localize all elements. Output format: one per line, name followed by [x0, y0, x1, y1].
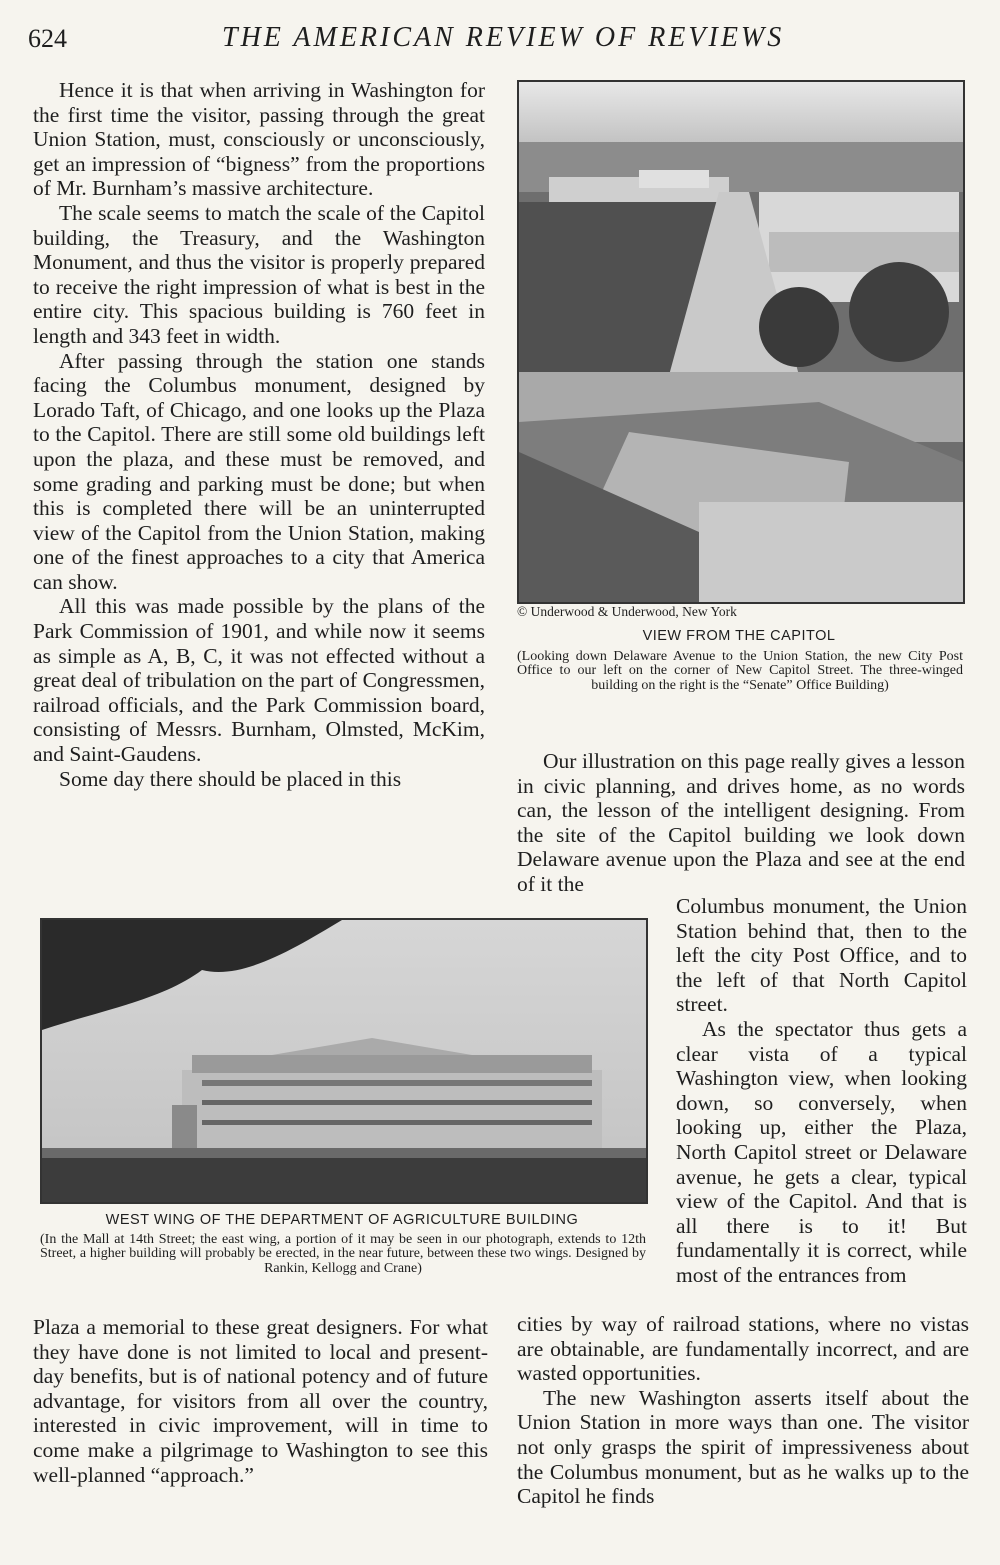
paragraph: cities by way of railroad stations, where no vistas are obtainable, are fundamentally incorrect, and are wasted opportunities.	[517, 1312, 969, 1386]
left-column-continuation	[33, 1315, 488, 1487]
paragraph: The new Washington asserts itself about the Union Station in more ways than one. The visitor not only grasps the spirit of impressiveness about the Columbus monument, but as he walks up to the Capitol he finds	[517, 1385, 969, 1509]
paragraph: After passing through the station one stands facing the Columbus monument, designed by Lorado Taft, of Chicago, and one looks up the Plaza to the Capitol. There are still some old buildings left upon the plaza, and these must be removed, and some grading and parking must be done; but when this is completed there will be an uninterrupted view of the Capitol from the Union Station, making one of the finest approaches to a city that America can show.	[33, 348, 485, 594]
paragraph: All this was made possible by the plans of the Park Commission of 1901, and while now it seems as simple as A, B, C, it was not effected without a great deal of tribulation on the part of Congressmen, railroad officials, and the Park Commission board, consisting of Messrs. Burnham, Olmsted, McKim, and Saint-Gaudens.	[33, 594, 485, 767]
top-photo-title: VIEW FROM THE CAPITOL	[642, 628, 836, 644]
running-title: THE AMERICAN REVIEW OF REVIEWS	[222, 22, 785, 53]
bottom-photo-title: WEST WING OF THE DEPARTMENT OF AGRICULTURE BUILDING	[105, 1212, 579, 1228]
top-photo-caption: (Looking down Delaware Avenue to the Union Station, the new City Post Office to our left on the corner of New Capitol Street. The three-winged building on the right is the “Senate” Office Building)	[517, 649, 963, 693]
photo-credit: © Underwood & Underwood, New York	[517, 604, 737, 619]
paragraph: Hence it is that when arriving in Washington for the first time the visitor, passing through the great Union Station, must, consciously or unconsciously, get an impression of “bigness” from the proportions of Mr. Burnham’s massive architecture.	[33, 78, 485, 201]
left-column	[33, 78, 485, 791]
paragraph: Some day there should be placed in this	[59, 766, 402, 791]
view-from-capitol-photo	[517, 80, 965, 604]
agriculture-building-photo	[40, 918, 648, 1204]
right-column-narrow	[676, 894, 967, 1288]
right-column-bottom	[517, 1312, 969, 1509]
paragraph: The scale seems to match the scale of the Capitol building, the Treasury, and the Washington Monument, and thus the visitor is properly prepared to receive the right impression of what is best in the entire city. This spacious building is 760 feet in length and 343 feet in width.	[33, 200, 485, 348]
paragraph: Plaza a memorial to these great designers. For what they have done is not limited to local and present-day benefits, but is of national potency and of future advantage, for visitors from all over the country, interested in civic improvement, will in time to come make a pilgrimage to Washington to see this well-planned “approach.”	[33, 1315, 488, 1487]
page-number: 624	[28, 24, 67, 53]
bottom-photo-caption: (In the Mall at 14th Street; the east wing, a portion of it may be seen in our photograph, extends to 12th Street, a higher building will probably be erected, in the near future, between these two wings. Designed by Rankin, Kellogg and Crane)	[40, 1232, 646, 1276]
right-column-upper	[517, 749, 965, 897]
paragraph: Columbus monument, the Union Station behind that, then to the left the city Post Office, and to the left of that North Capitol street.	[676, 894, 967, 1017]
paragraph: Our illustration on this page really gives a lesson in civic planning, and drives home, as no words can, the lesson of the intelligent designing. From the site of the Capitol building we look down Delaware avenue upon the Plaza and see at the end of it the	[517, 749, 965, 896]
paragraph: As the spectator thus gets a clear vista of a typical Washington view, when looking down, so conversely, when looking up, either the Plaza, North Capitol street or Delaware avenue, he gets a clear, typical view of the Capitol. And that is all there is to it! But fundamentally it is correct, while most of the entrances from	[676, 1016, 967, 1287]
